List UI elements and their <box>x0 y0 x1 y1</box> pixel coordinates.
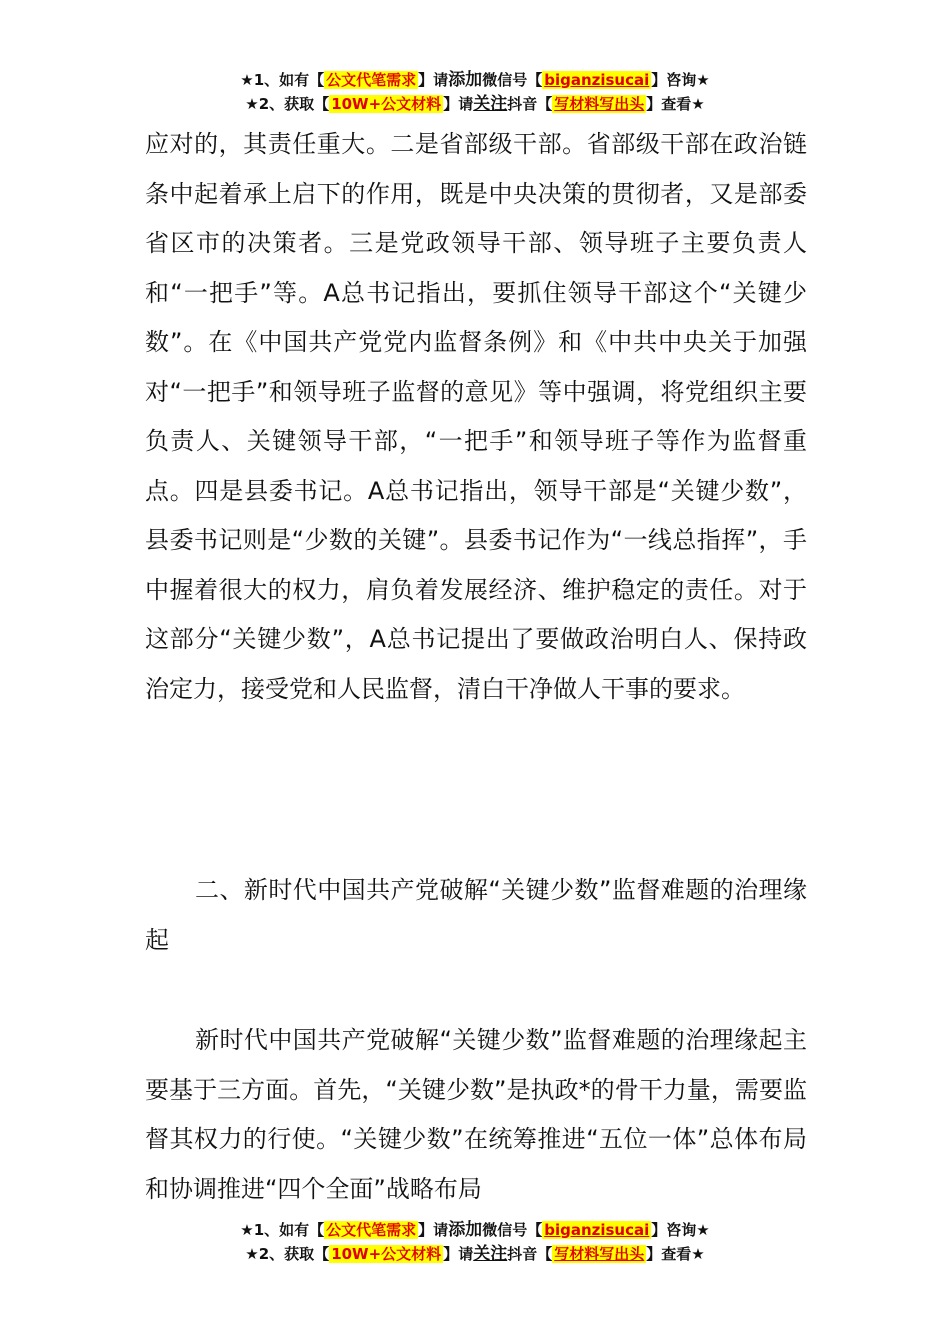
footer-banner <box>0 1218 950 1266</box>
banner-text: 抖音【 <box>507 95 553 113</box>
banner-text: ★1、如有【 <box>240 71 325 89</box>
banner-text: 】咨询★ <box>651 71 710 89</box>
banner-text: ★2、获取【 <box>245 95 330 113</box>
banner-emphasis: 添加 <box>448 70 483 90</box>
header-banner <box>0 68 950 116</box>
body-paragraph-1 <box>145 120 807 714</box>
banner-highlight-service: 公文代笔需求 <box>326 1221 417 1239</box>
banner-emphasis: 关注 <box>473 1244 508 1264</box>
banner-text: 微信号【 <box>482 1221 543 1239</box>
banner-text: 】查看★ <box>646 95 705 113</box>
body-paragraph-3 <box>145 1016 807 1214</box>
banner-wechat-id: biganzisucai <box>544 71 650 89</box>
paragraph-text: 新时代中国共产党破解“关键少数”监督难题的治理缘起主要基于三方面。首先，“关键少数”是执政*的骨干力量，需要监督其权力的行使。“关键少数”在统筹推进“五位一体”总体布局和协调推进“四个全面”战略布局 <box>145 1026 807 1203</box>
banner-text: ★1、如有【 <box>240 1221 325 1239</box>
banner-line-1 <box>0 1218 950 1242</box>
banner-line-2 <box>0 1242 950 1266</box>
banner-text: 】请 <box>443 95 474 113</box>
banner-emphasis: 关注 <box>473 94 508 114</box>
banner-text: 】查看★ <box>646 1245 705 1263</box>
banner-highlight-materials: 10W+公文材料 <box>331 1245 442 1263</box>
banner-line-2 <box>0 92 950 116</box>
banner-douyin-id: 写材料写出头 <box>554 1245 645 1263</box>
banner-text: ★2、获取【 <box>245 1245 330 1263</box>
banner-line-1 <box>0 68 950 92</box>
section-heading-2 <box>145 866 807 965</box>
banner-highlight-service: 公文代笔需求 <box>326 71 417 89</box>
banner-douyin-id: 写材料写出头 <box>554 95 645 113</box>
heading-text: 二、新时代中国共产党破解“关键少数”监督难题的治理缘起 <box>145 876 807 954</box>
banner-text: 】请 <box>418 1221 449 1239</box>
banner-text: 】咨询★ <box>651 1221 710 1239</box>
banner-wechat-id: biganzisucai <box>544 1221 650 1239</box>
paragraph-text: 应对的，其责任重大。二是省部级干部。省部级干部在政治链条中起着承上启下的作用，既是中央决策的贯彻者，又是部委省区市的决策者。三是党政领导干部、领导班子主要负责人和“一把手”等。A总书记指出，要抓住领导干部这个“关键少数”。在《中国共产党党内监督条例》和《中共中央关于加强对“一把手”和领导班子监督的意见》等中强调，将党组织主要负责人、关键领导干部，“一把手”和领导班子等作为监督重点。四是县委书记。A总书记指出，领导干部是“关键少数”，县委书记则是“少数的关键”。县委书记作为“一线总指挥”，手中握着很大的权力，肩负着发展经济、维护稳定的责任。对于这部分“关键少数”，A总书记提出了要做政治明白人、保持政治定力，接受党和人民监督，清白干净做人干事的要求。 <box>145 130 807 703</box>
banner-emphasis: 添加 <box>448 1220 483 1240</box>
banner-text: 微信号【 <box>482 71 543 89</box>
banner-text: 】请 <box>443 1245 474 1263</box>
banner-text: 抖音【 <box>507 1245 553 1263</box>
banner-text: 】请 <box>418 71 449 89</box>
banner-highlight-materials: 10W+公文材料 <box>331 95 442 113</box>
